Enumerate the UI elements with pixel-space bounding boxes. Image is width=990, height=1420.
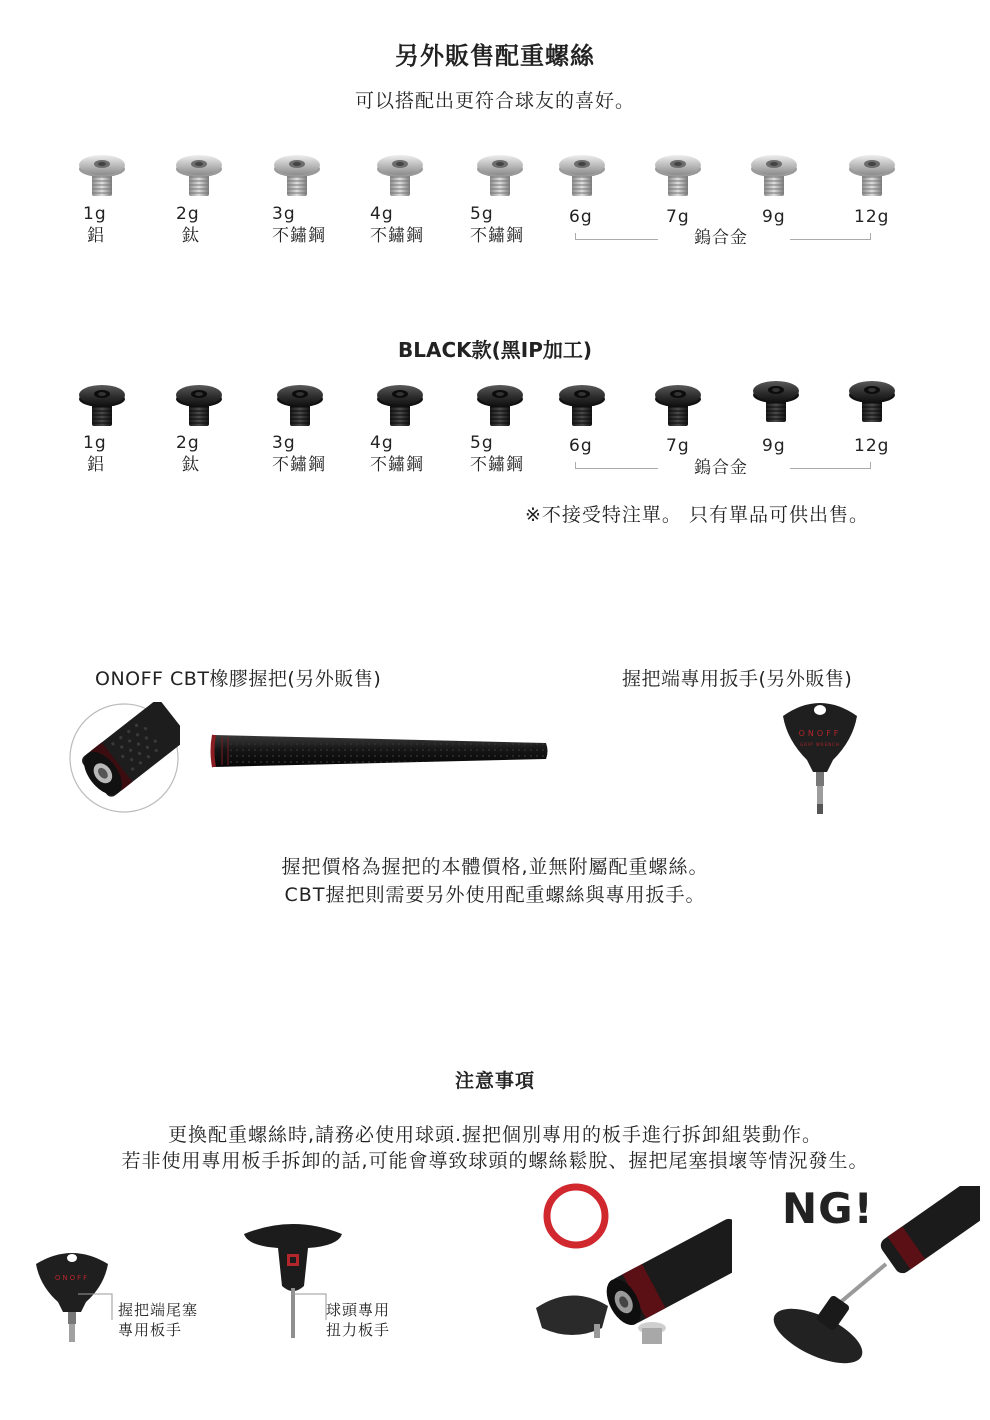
black-screw-12g-icon (848, 378, 896, 424)
tool-brand-text: ONOFF (54, 1274, 90, 1282)
alloy-bracket-left (575, 462, 658, 469)
silver-screw-2g-icon (175, 152, 223, 198)
incorrect-usage-image (766, 1186, 980, 1366)
silver-item-1g (83, 203, 107, 247)
silver-item-3g (272, 203, 326, 247)
tool2-label-line2: 扭力板手 (326, 1321, 391, 1339)
correct-usage-image (532, 1216, 732, 1366)
weight-label: 4g (370, 433, 394, 453)
material-label: 不鏽鋼 (272, 226, 326, 246)
silver-screw-4g-icon (376, 152, 424, 198)
silver-screw-12g-icon (848, 152, 896, 198)
caution-title: 注意事項 (454, 1070, 535, 1092)
tool1-label-line1: 握把端尾塞 (118, 1301, 199, 1319)
silver-alloy-label: 鎢合金 (694, 228, 748, 248)
caution-line1: 更換配重螺絲時,請務必使用球頭.握把個別專用的板手進行拆卸組裝動作。 (167, 1124, 823, 1146)
weight-label: 5g (470, 433, 494, 453)
grip-note-line1: 握把價格為握把的本體價格,並無附屬配重螺絲。 (281, 856, 709, 878)
material-label: 鈦 (182, 226, 200, 246)
tool2-label (326, 1300, 390, 1340)
black-screw-1g-icon (78, 382, 126, 428)
alloy-bracket-right (790, 233, 871, 240)
weight-label: 2g (176, 204, 200, 224)
black-item-4g (370, 432, 424, 476)
black-section-title: BLACK款(黑IP加工) (397, 338, 593, 362)
weight-label: 3g (272, 204, 296, 224)
grip-end-wrench-image (775, 696, 865, 820)
ng-label: NG! (782, 1184, 874, 1233)
silver-screw-6g-icon (558, 152, 606, 198)
black-weight-6g: 6g (569, 436, 593, 456)
wrench-sub-text: GRIP WRENCH (800, 742, 840, 747)
silver-weight-12g: 12g (854, 207, 890, 227)
material-label: 鋁 (87, 455, 105, 475)
silver-item-4g (370, 203, 424, 247)
black-weight-9g: 9g (762, 436, 786, 456)
material-label: 不鏽鋼 (272, 455, 326, 475)
alloy-bracket-right (790, 462, 871, 469)
silver-item-5g (470, 203, 524, 247)
weight-label: 2g (176, 433, 200, 453)
black-screw-3g-icon (276, 382, 324, 428)
weight-label: 1g (83, 433, 107, 453)
black-screw-6g-icon (558, 382, 606, 428)
black-screw-5g-icon (476, 382, 524, 428)
black-weight-7g: 7g (666, 436, 690, 456)
grip-note-line2: CBT握把則需要另外使用配重螺絲與專用扳手。 (284, 884, 706, 906)
silver-screw-1g-icon (78, 152, 126, 198)
silver-section-title: 另外販售配重螺絲 (395, 42, 595, 70)
black-screw-2g-icon (175, 382, 223, 428)
cbt-grip-image (210, 729, 550, 773)
silver-weight-9g: 9g (762, 207, 786, 227)
wrench-title: 握把端專用扳手(另外販售) (622, 668, 853, 690)
weight-label: 5g (470, 204, 494, 224)
black-section-notice: ※不接受特注單。 只有單品可供出售。 (525, 504, 869, 526)
tool1-label-line2: 專用板手 (118, 1321, 183, 1339)
caution-line2: 若非使用專用板手拆卸的話,可能會導致球頭的螺絲鬆脫、握把尾塞損壞等情況發生。 (121, 1150, 869, 1172)
silver-weight-7g: 7g (666, 207, 690, 227)
grip-title: ONOFF CBT橡膠握把(另外販售) (95, 668, 382, 690)
black-screw-9g-icon (752, 378, 800, 424)
black-alloy-label: 鎢合金 (694, 458, 748, 478)
weight-label: 3g (272, 433, 296, 453)
tool1-label (118, 1300, 198, 1340)
black-weight-12g: 12g (854, 436, 890, 456)
silver-screw-3g-icon (273, 152, 321, 198)
weight-label: 4g (370, 204, 394, 224)
weight-label: 1g (83, 204, 107, 224)
tool2-label-line1: 球頭專用 (326, 1301, 391, 1319)
black-item-3g (272, 432, 326, 476)
silver-section-subtitle: 可以搭配出更符合球友的喜好。 (354, 90, 635, 112)
black-item-5g (470, 432, 524, 476)
silver-screw-5g-icon (476, 152, 524, 198)
black-item-2g (176, 432, 200, 476)
wrench-brand-text: ONOFF (798, 729, 842, 738)
material-label: 不鏽鋼 (470, 226, 524, 246)
black-item-1g (83, 432, 107, 476)
silver-weight-6g: 6g (569, 207, 593, 227)
label-leader-line (78, 1292, 118, 1322)
silver-screw-7g-icon (654, 152, 702, 198)
silver-item-2g (176, 203, 200, 247)
material-label: 鋁 (87, 226, 105, 246)
material-label: 鈦 (182, 455, 200, 475)
material-label: 不鏽鋼 (370, 226, 424, 246)
material-label: 不鏽鋼 (370, 455, 424, 475)
alloy-bracket-left (575, 233, 658, 240)
silver-screw-9g-icon (750, 152, 798, 198)
black-screw-7g-icon (654, 382, 702, 428)
black-screw-4g-icon (376, 382, 424, 428)
material-label: 不鏽鋼 (470, 455, 524, 475)
grip-end-closeup-image (68, 702, 180, 814)
